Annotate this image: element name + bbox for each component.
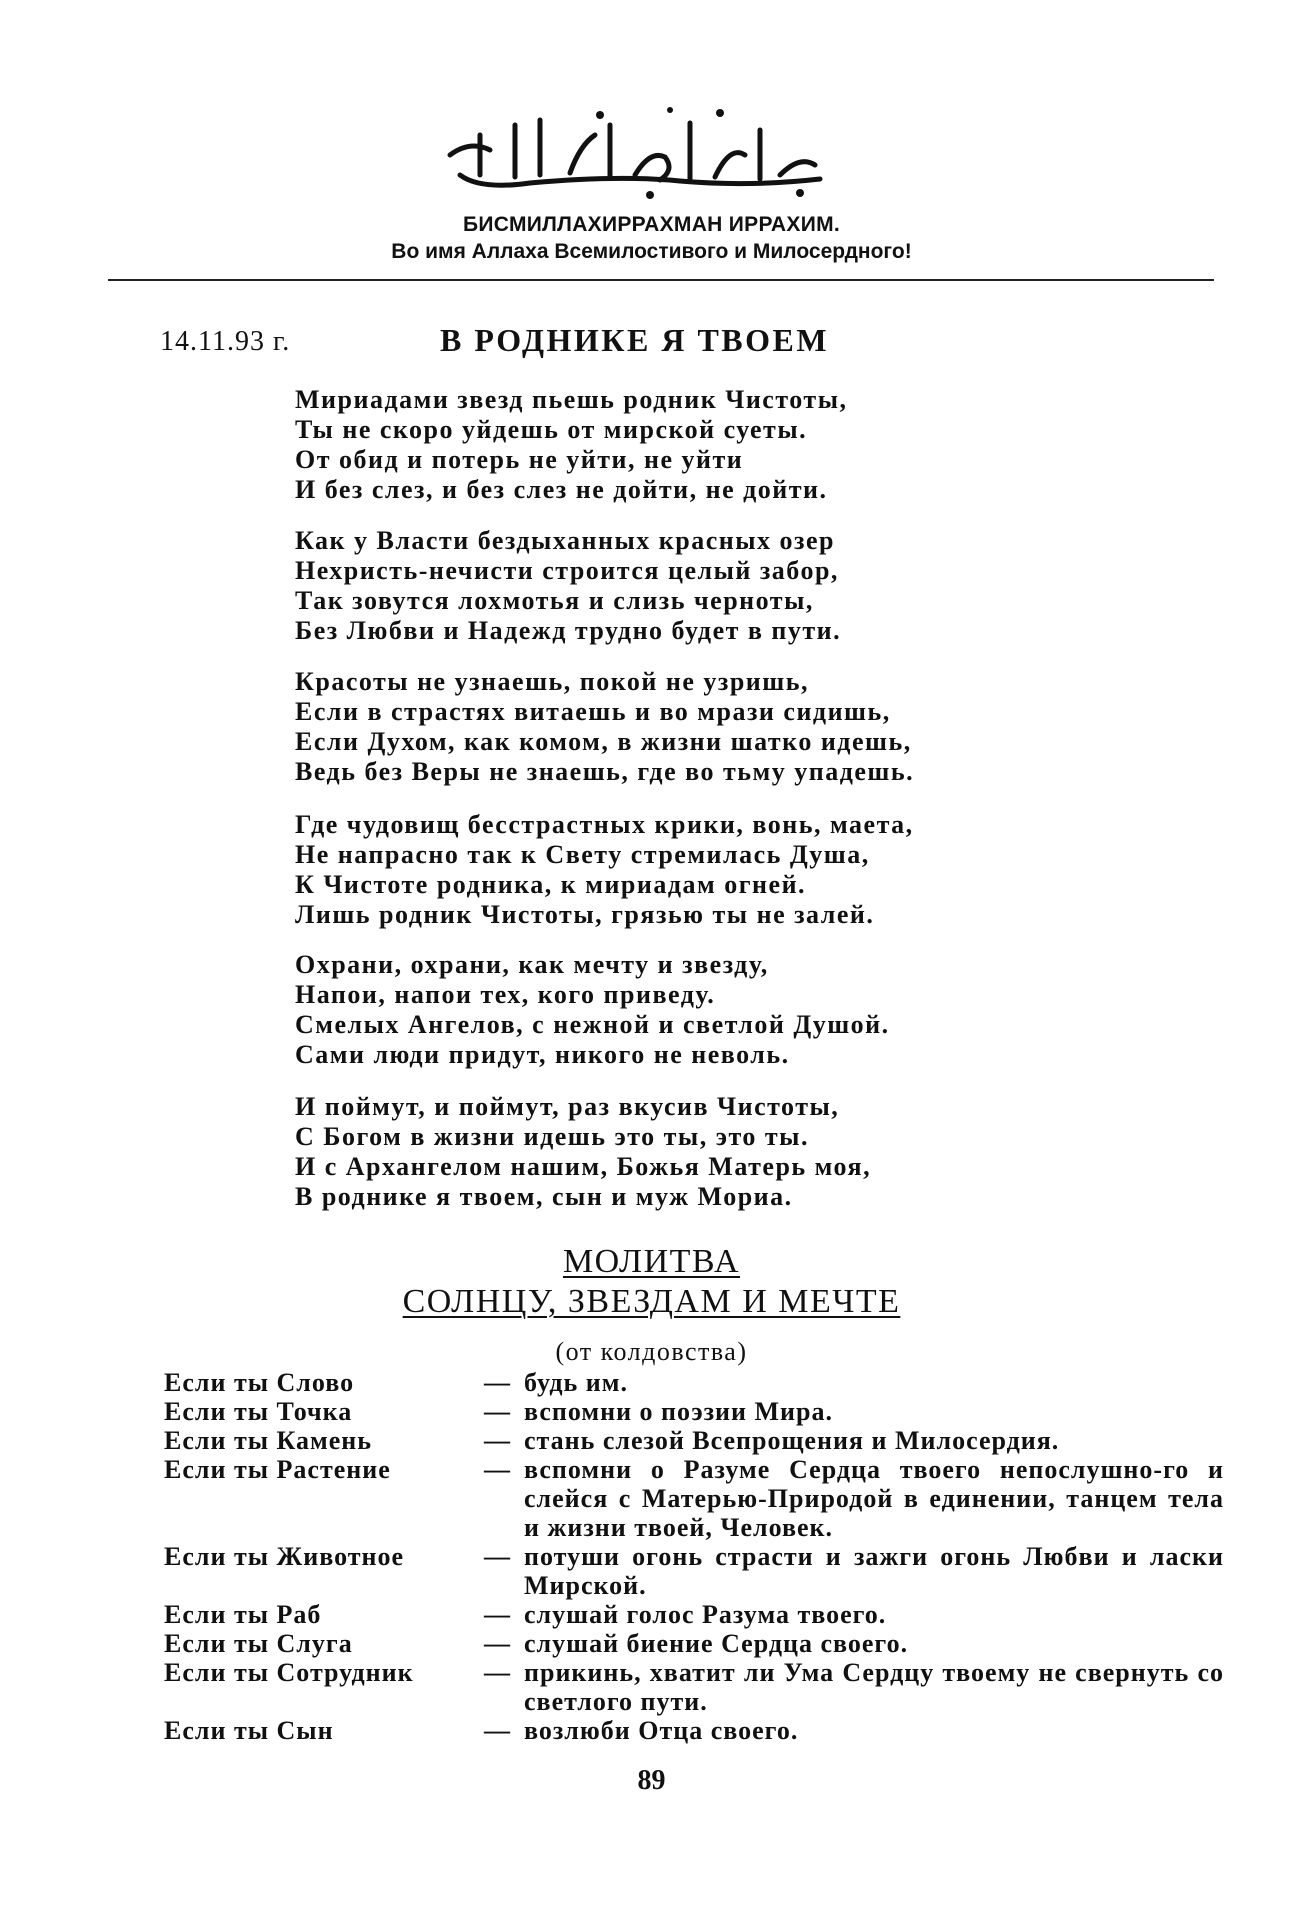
prayer-row-condition: Если ты Слово (164, 1368, 355, 1397)
verse-line: Не напрасно так к Свету стремилась Душа, (295, 840, 870, 869)
prayer-row (164, 1658, 1224, 1716)
prayer-row (164, 1542, 1224, 1600)
bismillah-calligraphy-icon (420, 95, 870, 205)
bismillah-transliteration: БИСМИЛЛАХИРРАХМАН ИРРАХИМ. (462, 213, 841, 236)
verse-line: И с Архангелом нашим, Божья Матерь моя, (295, 1152, 872, 1181)
prayer-subtitle: (от колдовства) (555, 1337, 748, 1366)
prayer-row-condition: Если ты Слуга (164, 1629, 353, 1658)
prayer-row-dash: — (484, 1658, 511, 1687)
prayer-row-text: вспомни о Разуме Сердца твоего непослушно-го и слейся с Матерью-Природой в единении, танцем тела и жизни твоей, Человек. (524, 1455, 1224, 1542)
prayer-row (164, 1426, 1224, 1455)
header-divider (108, 279, 1214, 281)
verse-line: Сами люди придут, никого не неволь. (295, 1040, 790, 1069)
prayer-row-text: будь им. (524, 1368, 628, 1397)
stanza-5 (295, 950, 1195, 1070)
verse-line: И без слез, и без слез не дойти, не дойти. (295, 475, 828, 504)
prayer-row-dash: — (484, 1455, 511, 1484)
verse-line: От обид и потерь не уйти, не уйти (295, 445, 744, 474)
page-number: 89 (637, 1765, 666, 1796)
prayer-row-dash: — (484, 1629, 511, 1658)
verse-line: Лишь родник Чистоты, грязью ты не залей. (295, 900, 875, 929)
prayer-row-condition: Если ты Раб (164, 1600, 322, 1629)
verse-line: Смелых Ангелов, с нежной и светлой Душой. (295, 1010, 890, 1039)
prayer-row-dash: — (484, 1426, 511, 1455)
prayer-row-dash: — (484, 1600, 511, 1629)
poem-date: 14.11.93 г. (160, 326, 291, 357)
prayer-row-text: вспомни о поэзии Мира. (524, 1397, 833, 1426)
prayer-row-dash: — (484, 1542, 511, 1571)
verse-line: Красоты не узнаешь, покой не узришь, (295, 667, 809, 696)
verse-line: Нехристь-нечисти строится целый забор, (295, 556, 839, 585)
stanza-3 (295, 667, 1195, 787)
prayer-row (164, 1600, 1224, 1629)
prayer-row-condition: Если ты Животное (164, 1542, 405, 1571)
prayer-row (164, 1716, 1224, 1745)
prayer-row-text: слушай голос Разума твоего. (524, 1600, 887, 1629)
verse-line: Мириадами звезд пьешь родник Чистоты, (295, 385, 848, 414)
verse-line: Ты не скоро уйдешь от мирской суеты. (295, 415, 808, 444)
prayer-row-condition: Если ты Сын (164, 1716, 334, 1745)
prayer-row-condition: Если ты Сотрудник (164, 1658, 414, 1687)
prayer-list (164, 1368, 1224, 1745)
prayer-row-condition: Если ты Камень (164, 1426, 373, 1455)
bismillah-meaning: Во имя Аллаха Всемилостивого и Милосердного! (391, 240, 912, 263)
stanza-2 (295, 526, 1195, 646)
verse-line: Напои, напои тех, кого приведу. (295, 980, 716, 1009)
verse-line: Так зовутся лохмотья и слизь черноты, (295, 586, 814, 615)
verse-line: К Чистоте родника, к мириадам огней. (295, 870, 807, 899)
prayer-row-text: слушай биение Сердца своего. (524, 1629, 909, 1658)
prayer-row-text: стань слезой Всепрощения и Милосердия. (524, 1426, 1060, 1455)
prayer-row (164, 1455, 1224, 1542)
verse-line: Если в страстях витаешь и во мрази сидишь, (295, 697, 891, 726)
prayer-title-line-1: МОЛИТВА (562, 1243, 741, 1280)
prayer-row-text: прикинь, хватит ли Ума Сердцу твоему не свернуть со светлого пути. (524, 1658, 1224, 1716)
verse-line: Ведь без Веры не знаешь, где во тьму упадешь. (295, 757, 915, 786)
verse-line: В роднике я твоем, сын и муж Мориа. (295, 1182, 793, 1211)
poem-title: В РОДНИКЕ Я ТВОЕМ (440, 322, 830, 358)
stanza-1 (295, 385, 1195, 505)
prayer-row (164, 1629, 1224, 1658)
verse-line: И поймут, и поймут, раз вкусив Чистоты, (295, 1092, 840, 1121)
prayer-row-text: возлюби Отца своего. (524, 1716, 799, 1745)
prayer-row (164, 1368, 1224, 1397)
prayer-row-dash: — (484, 1397, 511, 1426)
stanza-4 (295, 810, 1195, 930)
prayer-row-dash: — (484, 1716, 511, 1745)
prayer-row-text: потуши огонь страсти и зажги огонь Любви и ласки Мирской. (524, 1542, 1224, 1600)
verse-line: Где чудовищ бесстрастных крики, вонь, маета, (295, 810, 914, 839)
prayer-row-condition: Если ты Точка (164, 1397, 353, 1426)
verse-line: С Богом в жизни идешь это ты, это ты. (295, 1122, 809, 1151)
verse-line: Если Духом, как комом, в жизни шатко идешь, (295, 727, 912, 756)
verse-line: Без Любви и Надежд трудно будет в пути. (295, 616, 842, 645)
verse-line: Как у Власти бездыханных красных озер (295, 526, 835, 555)
verse-line: Охрани, охрани, как мечту и звезду, (295, 950, 769, 979)
prayer-title-line-2: СОЛНЦУ, ЗВЕЗДАМ И МЕЧТЕ (402, 1283, 901, 1320)
prayer-row (164, 1397, 1224, 1426)
prayer-row-condition: Если ты Растение (164, 1455, 391, 1484)
stanza-6 (295, 1092, 1195, 1212)
prayer-row-dash: — (484, 1368, 511, 1397)
